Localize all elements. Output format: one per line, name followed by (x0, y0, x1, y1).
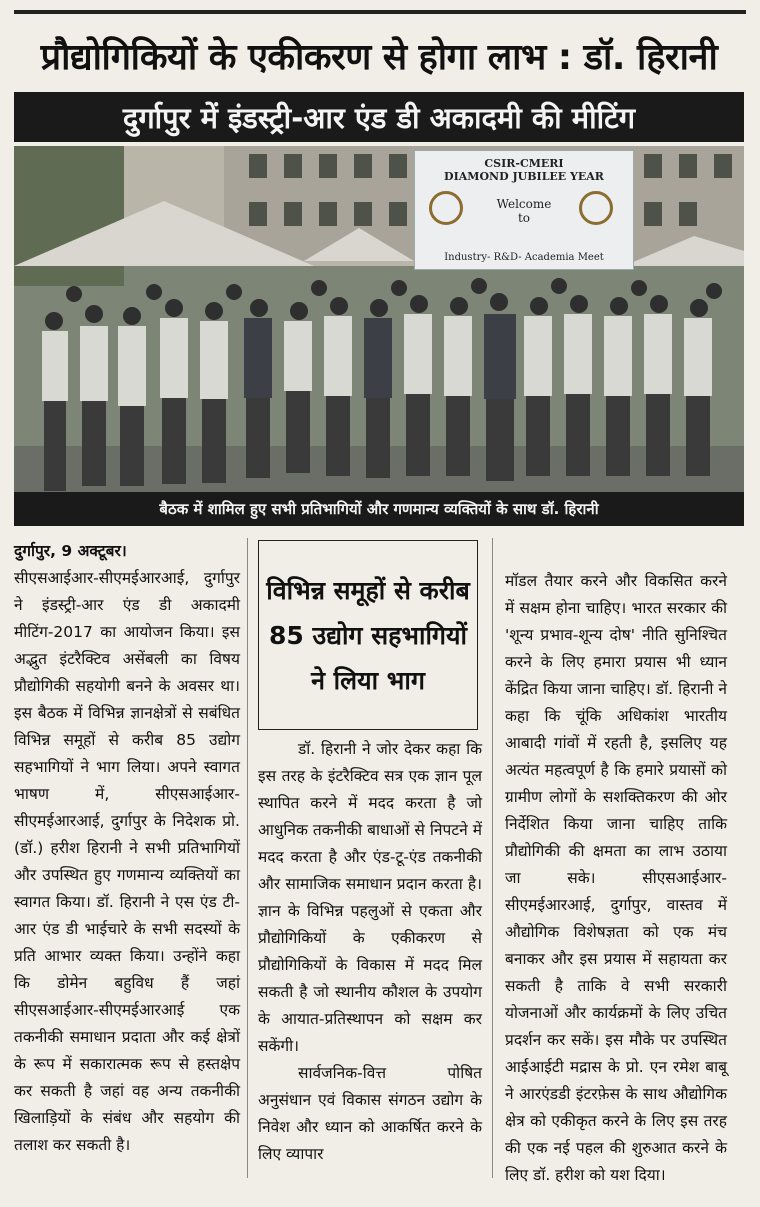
pull-quote-box (258, 540, 478, 730)
pull-quote: विभिन्न समूहों से करीब 85 उद्योग सहभागियों ने लिया भाग (266, 575, 470, 695)
banner-line-1: CSIR-CMERI (484, 157, 564, 170)
article-text-3: मॉडल तैयार करने और विकसित करने में सक्षम होना चाहिए। भारत सरकार की 'शून्य प्रभाव-शून्य दोष' नीति सुनिश्चित करने के लिए हमारा प्रयास भी ध्यान केंद्रित किया जाना चाहिए। डॉ. हिरानी ने कहा कि चूंकि अधिकांश भारतीय आबादी गांवों में रहती है, इसलिए यह अत्यंत महत्वपूर्ण है कि हमारे प्रयासों को ग्रामीण लोगों के सशक्तिकरण की ओर निर्देशित किया जाना चाहिए ताकि प्रौद्योगिकी की क्षमता का लाभ उठाया जा सके। सीएसआईआर-सीएमईआरआई, दुर्गापुर, वास्तव में औद्योगिक विशेषज्ञता को एक मंच बनाकर और इस प्रयास में सहायता कर सकती है ताकि वे सभी सरकारी योजनाओं और कार्यक्रमों के लिए उचित प्रदर्शन कर सकें। इस मौके पर उपस्थित आईआईटी मद्रास के प्रो. एन रमेश बाबू ने आरएंडडी इंटरफ़ेस के साथ औद्योगिक क्षेत्र को एकीकृत करने के लिए इस तरह की एक नई पहल की शुरुआत करने के लिए डॉ. हरीश को यश दिया। (505, 572, 727, 1184)
article-column-1 (14, 538, 240, 1159)
article-text-1: सीएसआईआर-सीएमईआरआई, दुर्गापुर ने इंडस्ट्री-आर एंड डी अकादमी मीटिंग-2017 का आयोजन किया। इस अद्भुत इंटरैक्टिव असेंबली का विषय प्रौद्योगिकी सहयोगी बनने के अवसर था। इस बैठक में विभिन्न ज्ञानक्षेत्रों से सबंधित विभिन्न समूहों से करीब 85 उद्योग सहभागियों ने भाग लिया। अपने स्वागत भाषण में, सीएसआईआर-सीएमईआरआई, दुर्गापुर के निदेशक प्रो. (डॉ.) हरीश हिरानी ने सभी प्रतिभागियों और उपस्थित हुए गणमान्य व्यक्तियों का स्वागत किया। डॉ. हिरानी ने एस एंड टी-आर एंड डी भाईचारे के सभी सदस्यों के प्रति आभार व्यक्त किया। उन्होंने कहा कि डोमेन बहुविध हैं जहां सीएसआईआर-सीएमईआरआई एक तकनीकी समाधान प्रदाता और कई क्षेत्रों के रूप में सकारात्मक रूप से हस्तक्षेप कर सकती है जहां वह अन्य तकनीकी खिलाड़ियों के संबंध और सहयोग की तलाश कर सकती है। (14, 569, 240, 1154)
diamond-jubilee-emblem-icon (429, 191, 463, 225)
article-column-2 (258, 736, 482, 1168)
banner-line-2: DIAMOND JUBILEE YEAR (444, 170, 604, 183)
welcome-banner (414, 150, 634, 270)
article-text-2a: डॉ. हिरानी ने जोर देकर कहा कि इस तरह के इंटरैक्टिव सत्र एक ज्ञान पूल स्थापित करने में मदद करता है जो आधुनिक तकनीकी बाधाओं से निपटने में मदद करता है और एंड-टू-एंड तकनीकी और सामाजिक समाधान प्रदान करता है। ज्ञान के विभिन्न पहलुओं से एकता और प्रौद्योगिकियों के एकीकरण से प्रौद्योगिकियों के विकास में मदद मिल सकती है जो स्थानीय कौशल के उपयोग के आयात-प्रतिस्थापन को सक्षम कर सकेंगी। (258, 740, 482, 1055)
banner-line-5: Industry- R&D- Academia Meet (444, 252, 604, 263)
banner-line-3: Welcome (496, 197, 552, 211)
article-text-2b: सार्वजनिक-वित्त पोषित अनुसंधान एवं विकास संगठन उद्योग के निवेश और ध्यान को आकर्षित करने के लिए व्यापार (258, 1064, 482, 1163)
headline: प्रौद्योगिकियों के एकीकरण से होगा लाभ : डॉ. हिरानी (40, 36, 718, 78)
subheadline: दुर्गापुर में इंडस्ट्री-आर एंड डी अकादमी की मीटिंग (122, 100, 636, 135)
subheadline-band (14, 92, 744, 142)
dateline: दुर्गापुर, 9 अक्टूबर। (14, 542, 127, 560)
column-divider (492, 538, 493, 1178)
group-photo-illustration (14, 146, 744, 526)
banner-line-4: to (517, 211, 531, 225)
group-photo (14, 146, 744, 526)
cmeri-emblem-icon (579, 191, 613, 225)
column-divider (247, 538, 248, 1178)
article-column-3 (505, 568, 727, 1189)
top-rule (14, 10, 746, 14)
photo-caption: बैठक में शामिल हुए सभी प्रतिभागियों और गणमान्य व्यक्तियों के साथ डॉ. हिरानी (14, 492, 744, 526)
